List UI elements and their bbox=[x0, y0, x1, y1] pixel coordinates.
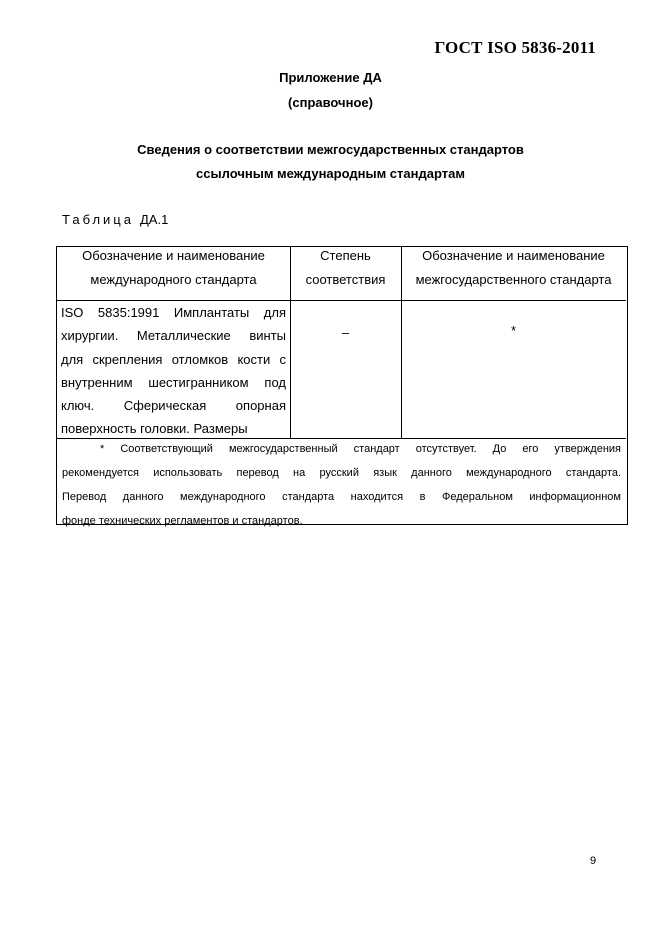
col-header-interstate: Обозначение и наименование межгосударственного стандарта bbox=[415, 248, 612, 287]
appendix-heading-line2: ссылочным международным стандартам bbox=[196, 166, 465, 181]
cell-international-standard: ISO 5835:1991 Имплантаты для хирургии. Металлические винты для скрепления отломков кости с внутренним шестигранником под ключ. Сферическая опорная поверхность головки. Размеры bbox=[61, 305, 286, 437]
table-label-number: ДА.1 bbox=[139, 212, 169, 227]
cell-interstate-standard: * bbox=[510, 323, 517, 338]
page-number: 9 bbox=[590, 855, 597, 867]
appendix-heading-line1: Сведения о соответствии межгосударственных стандартов bbox=[137, 142, 524, 157]
col-header-degree: Степень соответствия bbox=[305, 248, 386, 287]
table-label-word: Таблица bbox=[62, 212, 134, 227]
standard-code: ГОСТ ISO 5836-2011 bbox=[434, 38, 596, 57]
appendix-subtitle: (справочное) bbox=[288, 95, 373, 110]
table-footnote: * Соответствующий межгосударственный стандарт отсутствует. До его утверждения рекомендуется использовать перевод на русский язык данного международного стандарта. Перевод данного международного стандарта находится в Федеральном информационном фонде технических регламентов и стандартов. bbox=[62, 443, 621, 527]
cell-degree: – bbox=[341, 325, 350, 340]
table-label bbox=[62, 212, 168, 227]
correspondence-table bbox=[56, 246, 628, 525]
appendix-title: Приложение ДА bbox=[279, 70, 382, 85]
col-header-international: Обозначение и наименование международного стандарта bbox=[82, 248, 265, 287]
